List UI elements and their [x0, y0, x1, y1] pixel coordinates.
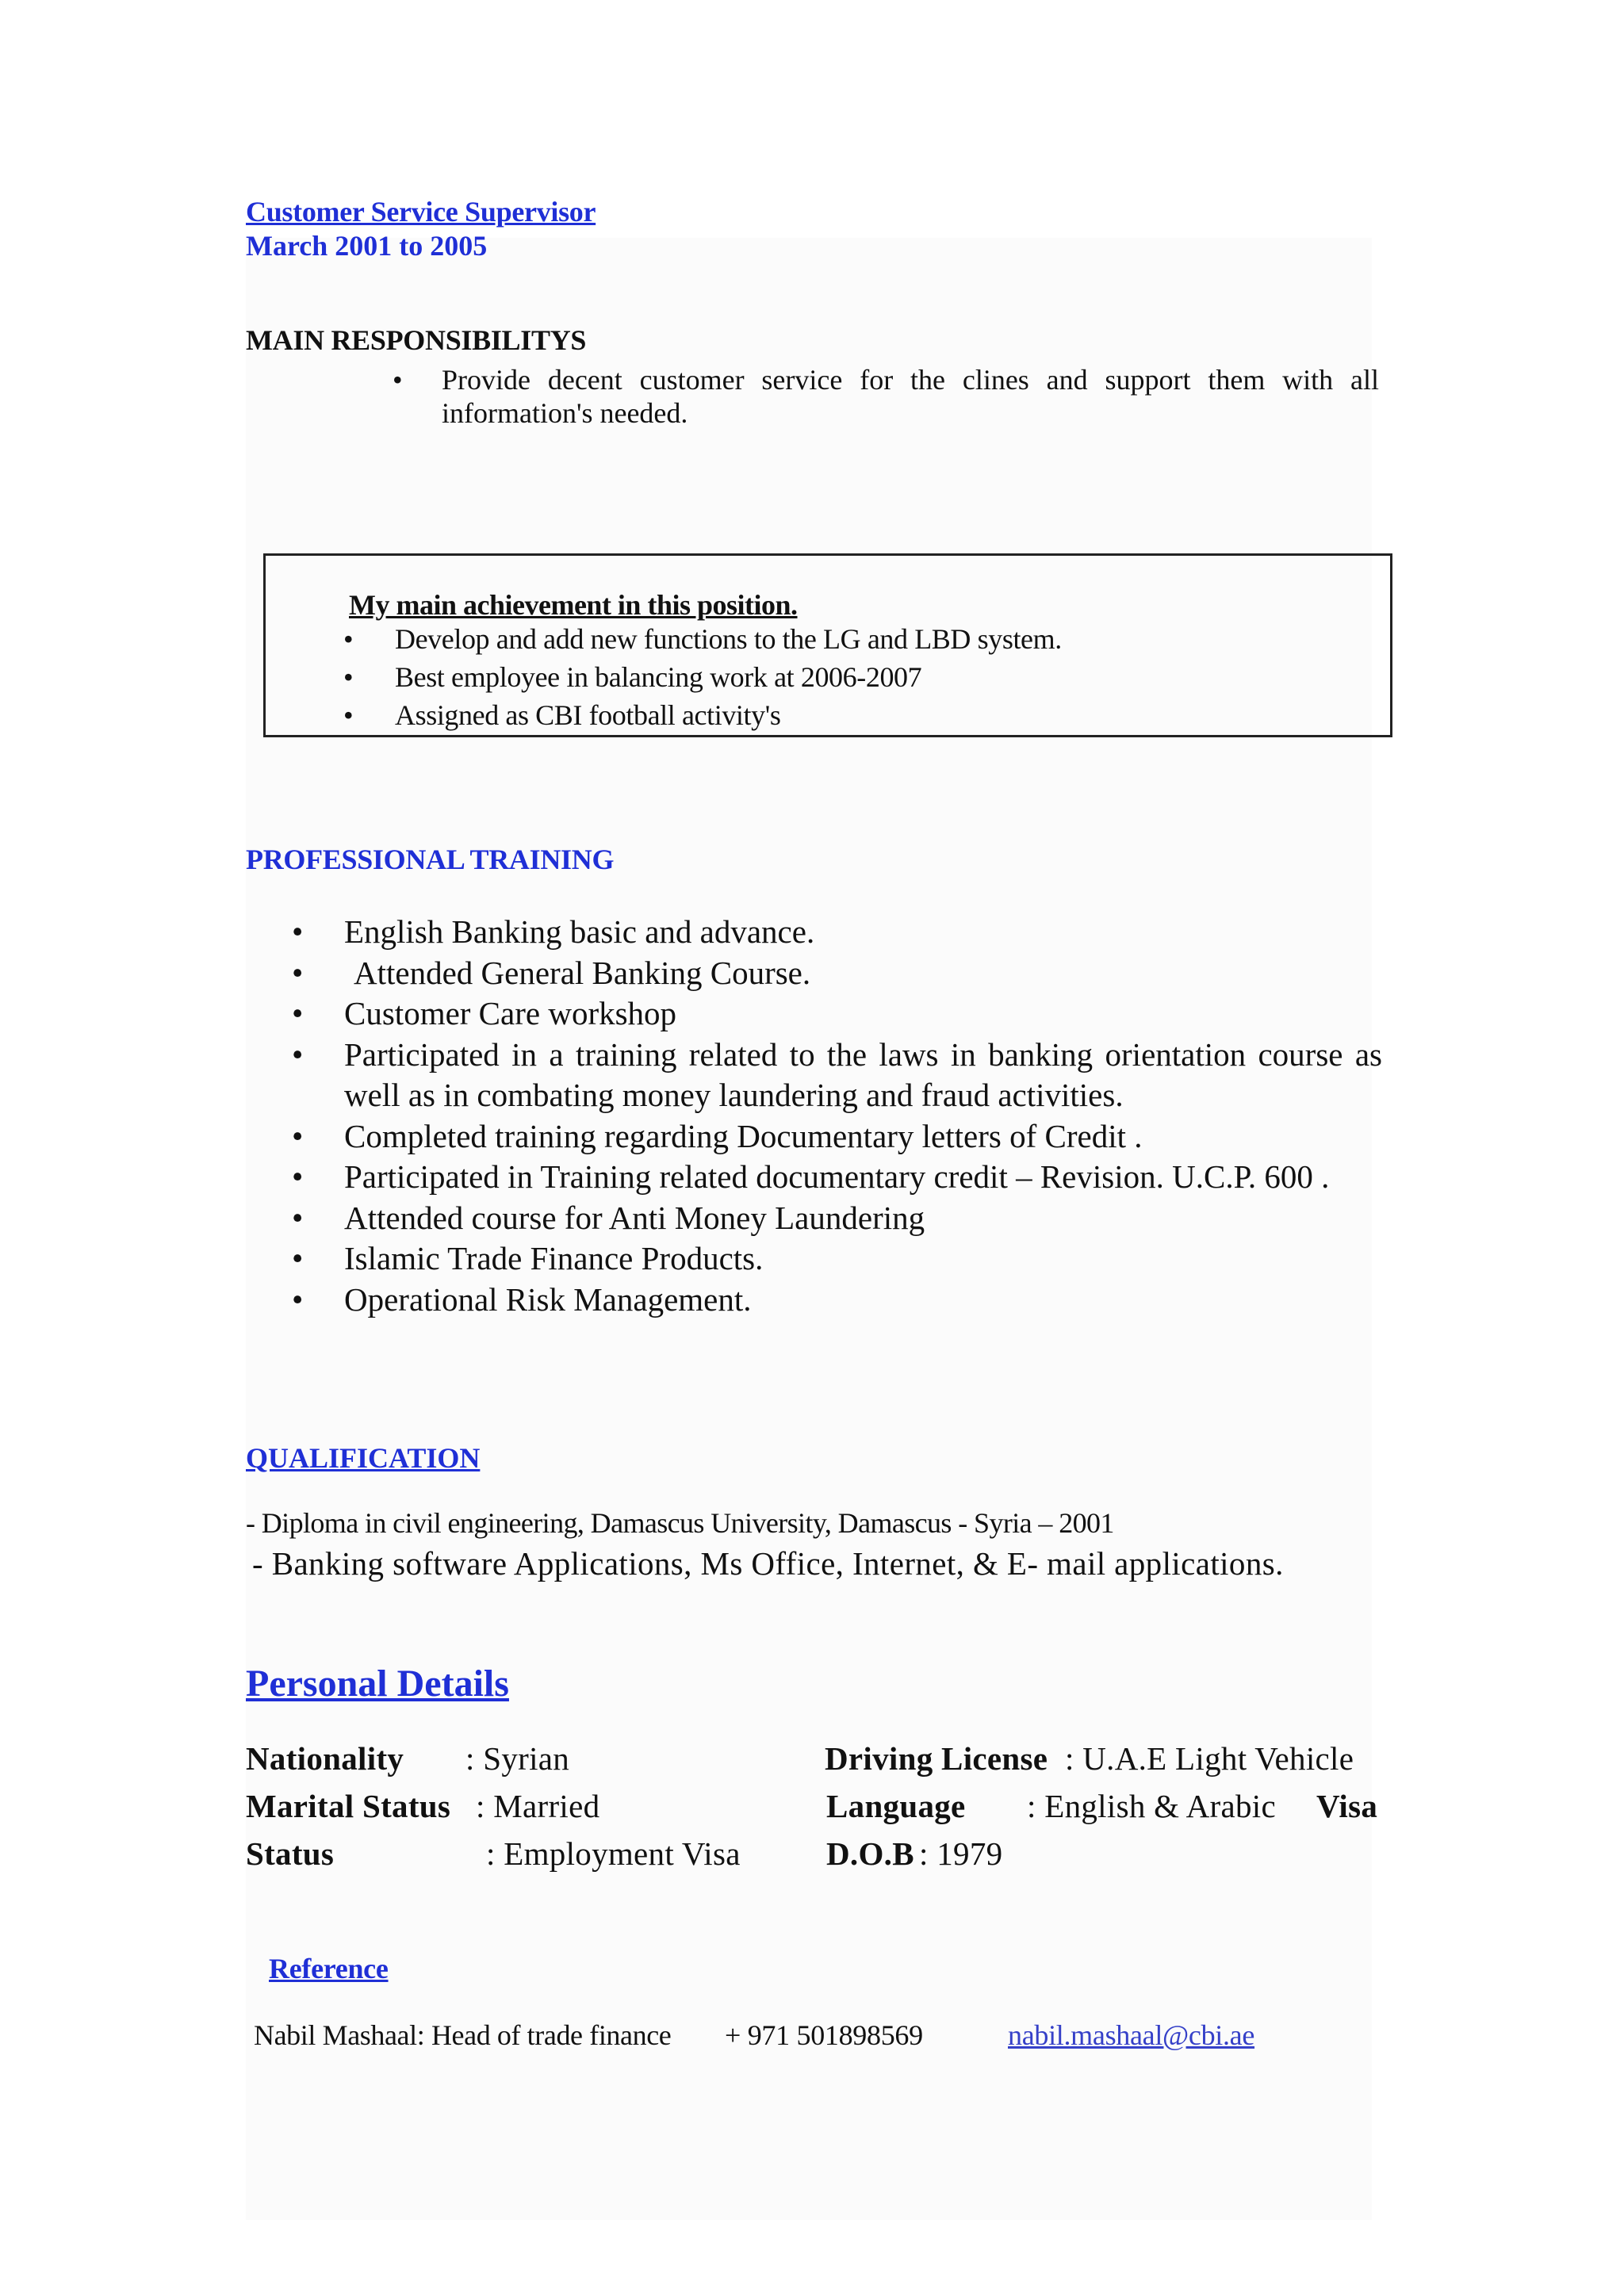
- training-item: • Completed training regarding Documentary letters of Credit .: [292, 1116, 1382, 1158]
- bullet-icon: •: [393, 364, 403, 396]
- training-item: • English Banking basic and advance.: [292, 912, 1382, 953]
- job-title-link[interactable]: Customer Service Supervisor: [246, 196, 596, 228]
- language-label: Language: [826, 1788, 966, 1824]
- status-label: Status: [246, 1835, 335, 1872]
- qualification-item: - Banking software Applications, Ms Office, Internet, & E- mail applications.: [252, 1545, 1284, 1582]
- training-item: • Attended course for Anti Money Laundering: [292, 1198, 1382, 1239]
- status-value: : Employment Visa: [486, 1835, 741, 1872]
- training-heading: PROFESSIONAL TRAINING: [246, 844, 615, 875]
- training-item: • Participated in a training related to the laws in banking orientation course as well as in combating money laundering and fraud activities.: [292, 1035, 1382, 1116]
- dob-label: D.O.B: [826, 1835, 914, 1872]
- responsibilities-heading: MAIN RESPONSIBILITYS: [246, 324, 587, 356]
- reference-name: Nabil Mashaal: Head of trade finance: [254, 2019, 672, 2051]
- visa-label: Visa: [1316, 1788, 1378, 1824]
- training-item: • Operational Risk Management.: [292, 1280, 1382, 1321]
- language-value: : English & Arabic: [1027, 1788, 1277, 1824]
- training-list: [292, 912, 1382, 1320]
- reference-phone: + 971 501898569: [725, 2019, 923, 2051]
- training-item: • Participated in Training related documentary credit – Revision. U.C.P. 600 .: [292, 1157, 1382, 1198]
- nationality-label: Nationality: [246, 1740, 404, 1777]
- reference-heading[interactable]: Reference: [269, 1953, 389, 1984]
- achievement-item: • Assigned as CBI football activity's: [343, 698, 1062, 736]
- job-dates: March 2001 to 2005: [246, 230, 488, 262]
- achievements-title: My main achievement in this position.: [349, 589, 798, 621]
- achievement-item: • Best employee in balancing work at 2006-2007: [343, 660, 1062, 698]
- dob-value: : 1979: [919, 1835, 1003, 1872]
- driving-license-value: : U.A.E Light Vehicle: [1065, 1740, 1354, 1777]
- responsibility-item: Provide decent customer service for the clines and support them with all information's needed.: [442, 364, 1379, 429]
- personal-details-heading[interactable]: Personal Details: [246, 1663, 509, 1705]
- training-item: • Islamic Trade Finance Products.: [292, 1238, 1382, 1280]
- achievement-item: • Develop and add new functions to the LG and LBD system.: [343, 622, 1062, 660]
- marital-status-value: : Married: [476, 1788, 600, 1824]
- qualification-heading[interactable]: QUALIFICATION: [246, 1442, 481, 1474]
- driving-license-label: Driving License: [825, 1740, 1048, 1777]
- reference-email-link[interactable]: nabil.mashaal@cbi.ae: [1008, 2019, 1255, 2051]
- nationality-value: : Syrian: [465, 1740, 570, 1777]
- training-item: • Customer Care workshop: [292, 993, 1382, 1035]
- qualification-item: - Diploma in civil engineering, Damascus University, Damascus - Syria – 2001: [246, 1507, 1114, 1539]
- training-item: • Attended General Banking Course.: [292, 953, 1382, 994]
- achievements-list: [343, 622, 1062, 736]
- marital-status-label: Marital Status: [246, 1788, 451, 1824]
